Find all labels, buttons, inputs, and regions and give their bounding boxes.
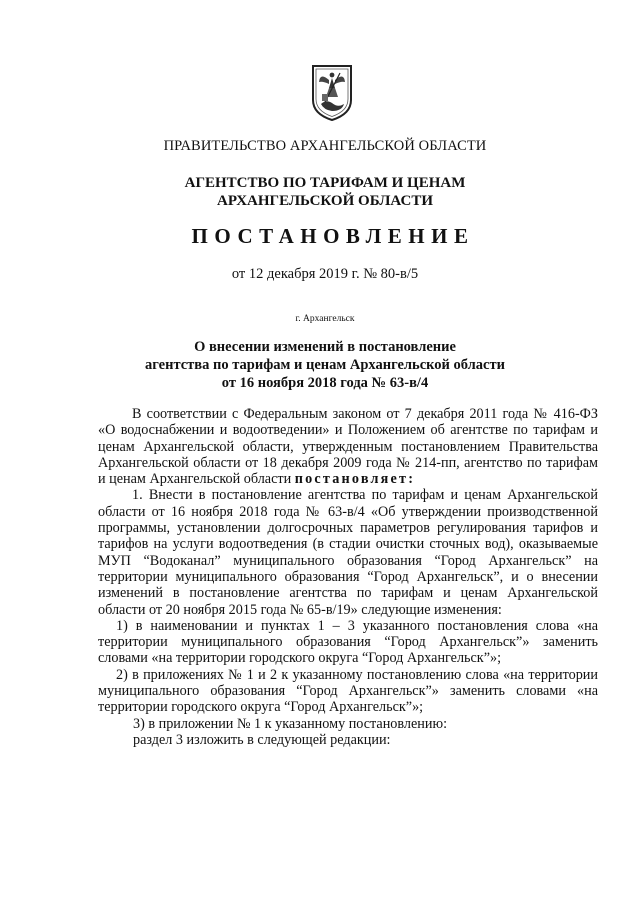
subitem-3-section-paragraph: раздел 3 изложить в следующей редакции:	[133, 731, 391, 748]
coat-of-arms-emblem	[310, 64, 354, 122]
subject-line1: О внесении изменений в постановление	[194, 339, 456, 355]
document-type-title: ПОСТАНОВЛЕНИЕ	[191, 224, 475, 248]
agency-name	[60, 174, 590, 210]
intro-text: В соответствии с Федеральным законом от 7 декабря 2011 года № 416-ФЗ «О водоснабжении и водоотведении» и Положением об агентстве по тарифам и ценам Архангельской области, утвержденным постановлением Правительства Архангельской области от 18 декабря 2009 года № 214-пп, агентство по тарифам и ценам Архангельской области	[98, 406, 598, 488]
agency-name-line2: АРХАНГЕЛЬСКОЙ ОБЛАСТИ	[217, 193, 433, 209]
intro-action: постановляет:	[294, 471, 416, 488]
city-name: г. Архангельск	[295, 314, 355, 324]
document-body	[98, 406, 598, 748]
subitem-3-paragraph: 3) в приложении № 1 к указанному постановлению:	[133, 715, 448, 732]
subitem-2-paragraph: 2) в приложениях № 1 и 2 к указанному постановлению слова «на территории муниципального образования “Город Архангельск”» заменить словами «на территории городского округа “Город Архангельск”»;	[98, 666, 598, 716]
intro-paragraph	[98, 406, 598, 487]
government-name: ПРАВИТЕЛЬСТВО АРХАНГЕЛЬСКОЙ ОБЛАСТИ	[163, 138, 487, 154]
subject-line2: агентства по тарифам и ценам Архангельской области	[145, 357, 505, 373]
date-and-number: от 12 декабря 2019 г. № 80-в/5	[231, 266, 419, 282]
document-subject	[60, 338, 590, 392]
agency-name-line1: АГЕНТСТВО ПО ТАРИФАМ И ЦЕНАМ	[184, 175, 466, 191]
subitem-1-paragraph: 1) в наименовании и пунктах 1 – 3 указанного постановления слова «на территории муниципального образования “Город Архангельск”» заменить словами «на территории городского округа “Город Архангельск”»;	[98, 617, 598, 667]
subject-line3: от 16 ноября 2018 года № 63-в/4	[221, 375, 429, 391]
item-1-paragraph: 1. Внести в постановление агентства по тарифам и ценам Архангельской области от 16 ноября 2018 года № 63-в/4 «Об утверждении производственной программы, установлении долгосрочных параметров регулирования тарифов и тарифов на услуги водоотведения (в стадии очистки сточных вод), оказываемые МУП “Водоканал” муниципального образования “Город Архангельск” на территории муниципального образования “Город Архангельск”, и о внесении изменений в постановление агентства по тарифам и ценам Архангельской области от 20 ноября 2015 года № 65-в/19» следующие изменения:	[98, 487, 598, 618]
